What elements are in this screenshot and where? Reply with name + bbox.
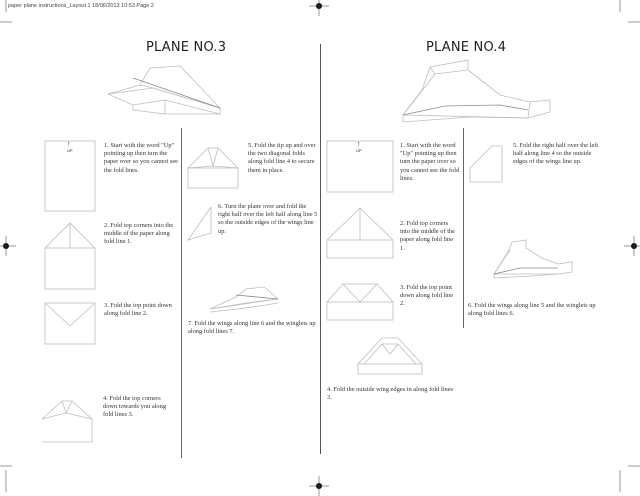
plane4-hero-illustration (400, 60, 560, 135)
plane4-up-label: UP (356, 148, 362, 153)
plane4-step3-diagram (326, 282, 396, 322)
plane4-step5-text: 5. Fold the right half over the left half along line 4 so the outside edges of the wings line up. (513, 142, 599, 166)
plane3-step7-text: 7. Fold the wings along line 6 and the winglets up along fold lines 7. (188, 320, 316, 336)
up-arrow-icon: ↑ (357, 141, 361, 148)
registration-mark-top (309, 0, 329, 16)
plane3-step3-text: 3. Fold the top point down along fold line 2. (104, 302, 172, 318)
plane3-hero-illustration (105, 62, 265, 132)
plane3-step1-text: 1. Start with the word "Up" pointing up then turn the paper over so you cannot see the fold lines. (104, 142, 178, 174)
plane3-step2-text: 2. Fold top corners into the middle of the paper along fold line 1. (104, 222, 174, 246)
plane3-step5-text: 5. Fold the tip up and over the two diagonal folds along fold line 4 to secure them in place. (248, 142, 316, 174)
plane3-step3-diagram (44, 302, 98, 348)
plane3-step6-text: 6. Turn the plane over and fold the right half over the left half along line 5 so the outside edges of the wings line up. (218, 203, 318, 235)
plane3-title: PLANE NO.3 (146, 40, 227, 55)
plane4-step6-text: 6. Fold the wings along line 5 and the winglets up along fold lines 6. (468, 302, 596, 318)
plane4-step5-diagram (468, 144, 508, 186)
page-divider (320, 44, 321, 454)
plane3-step7-diagram (206, 277, 286, 317)
registration-mark-left (0, 236, 16, 256)
plane4-step4-diagram (356, 336, 426, 384)
plane4-title: PLANE NO.4 (426, 40, 507, 55)
plane4-step3-text: 3. Fold the top point down along fold line 2. (400, 284, 454, 308)
plane3-step2-diagram (44, 222, 98, 292)
plane4-column-divider (463, 128, 464, 328)
plane4-step2-diagram (326, 206, 396, 266)
plane3-up-label: UP (67, 148, 73, 153)
plane3-step5-diagram (186, 146, 242, 198)
plane4-step1-text: 1. Start with the word "Up" pointing up then turn the paper over so you cannot see the fold lines. (400, 142, 460, 182)
plane3-step4-text: 4. Fold the top corners down towards you along fold lines 3. (103, 395, 167, 419)
plane3-column-divider (181, 128, 182, 458)
registration-mark-bottom (309, 476, 329, 496)
plane4-step4-text: 4. Fold the outside wing edges in along fold lines 3. (327, 386, 454, 402)
plane3-step6-diagram (186, 205, 216, 255)
plane4-step6-diagram (492, 236, 582, 286)
print-slug: paper plane instructions_Layout 1 18/06/2013 10:53 Page 2 (8, 3, 154, 9)
registration-mark-right (624, 236, 640, 256)
plane4-step2-text: 2. Fold top corners into the middle of the paper along fold line 1. (400, 220, 456, 252)
plane3-step4-diagram (40, 397, 96, 447)
up-arrow-icon: ↑ (67, 141, 71, 148)
